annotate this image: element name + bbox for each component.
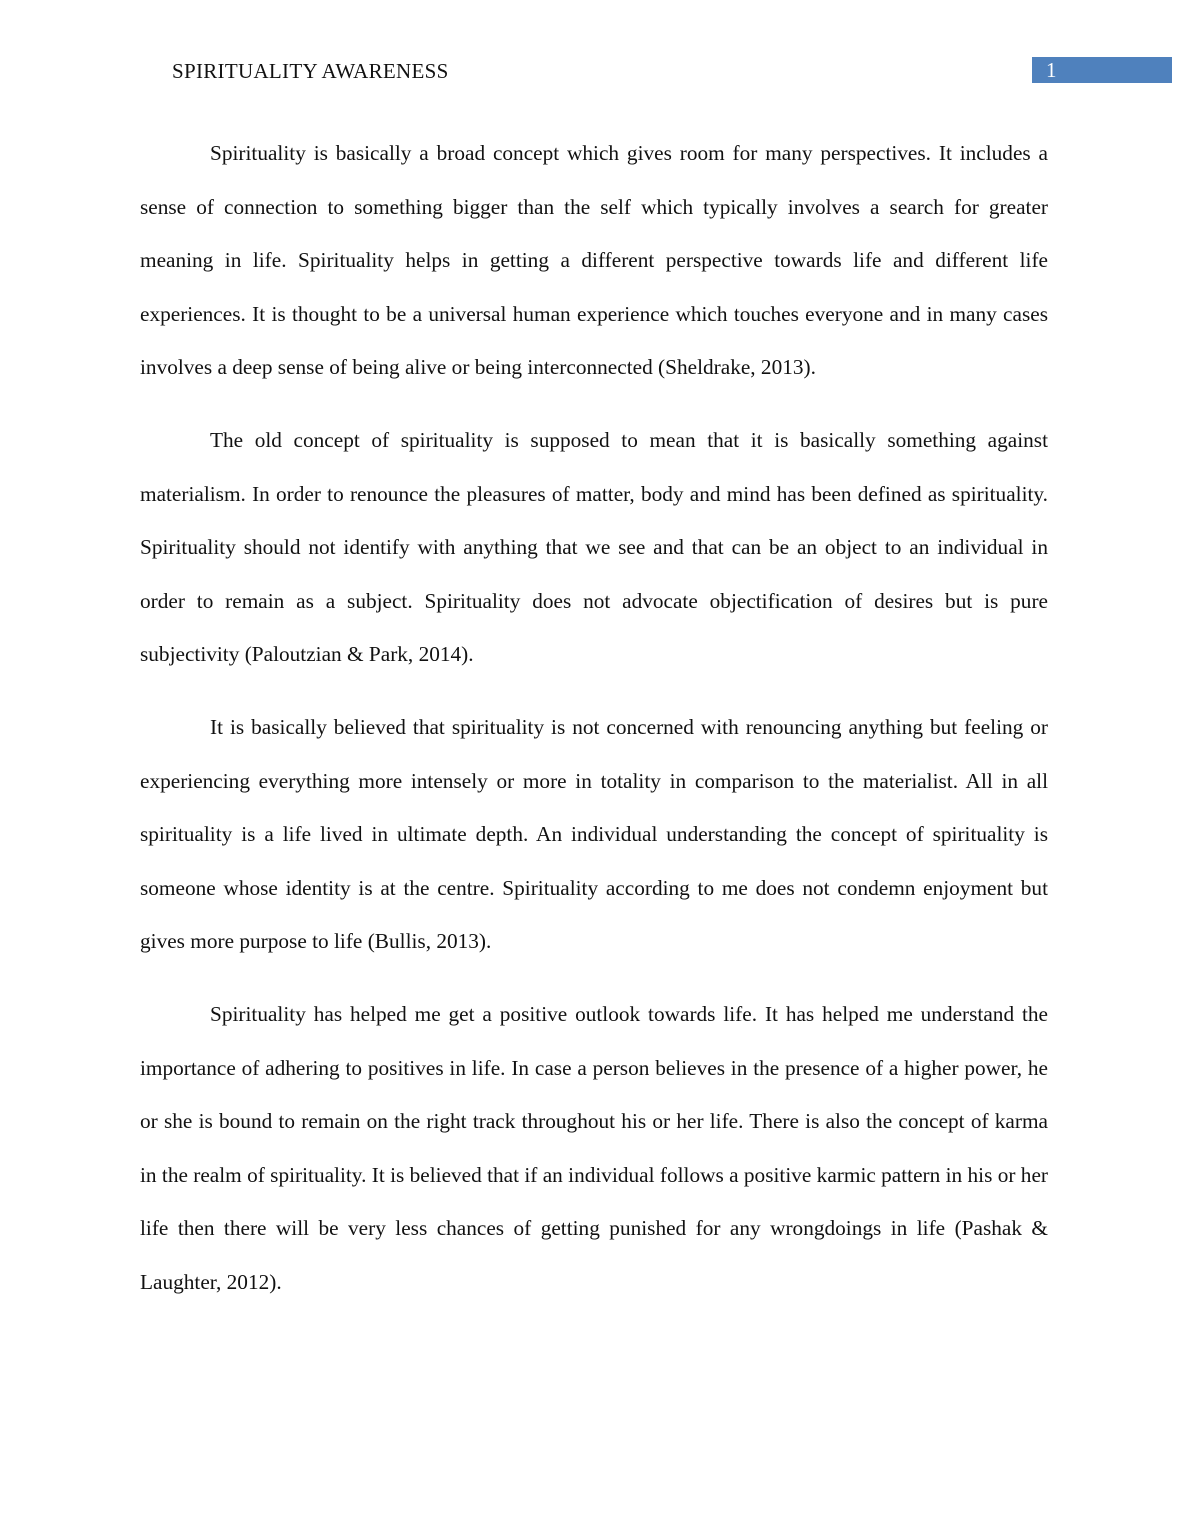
paragraph-2: The old concept of spirituality is supposed to mean that it is basically something against materialism. In order to renounce the pleasures of matter, body and mind has been defined as spirituality. Spirituality should not identify with anything that we see and that can be an object to an individual in order to remain as a subject. Spirituality does not advocate objectification of desires but is pure subjectivity (Paloutzian & Park, 2014). [140, 427, 1048, 667]
body-text [140, 127, 1048, 1328]
paragraph-4: Spirituality has helped me get a positive outlook towards life. It has helped me understand the importance of adhering to positives in life. In case a person believes in the presence of a higher power, he or she is bound to remain on the right track throughout his or her life. There is also the concept of karma in the realm of spirituality. It is believed that if an individual follows a positive karmic pattern in his or her life then there will be very less chances of getting punished for any wrongdoings in life (Pashak & Laughter, 2012). [140, 1001, 1048, 1294]
paragraph-3: It is basically believed that spirituality is not concerned with renouncing anything but feeling or experiencing everything more intensely or more in totality in comparison to the materialist. All in all spirituality is a life lived in ultimate depth. An individual understanding the concept of spirituality is someone whose identity is at the centre. Spirituality according to me does not condemn enjoyment but gives more purpose to life (Bullis, 2013). [140, 714, 1048, 954]
page-number: 1 [1046, 58, 1057, 82]
paragraph-1: Spirituality is basically a broad concept which gives room for many perspectives. It includes a sense of connection to something bigger than the self which typically involves a search for greater meaning in life. Spirituality helps in getting a different perspective towards life and different life experiences. It is thought to be a universal human experience which touches everyone and in many cases involves a deep sense of being alive or being interconnected (Sheldrake, 2013). [140, 141, 1048, 380]
running-head: SPIRITUALITY AWARENESS [172, 59, 449, 83]
page-number-box [1032, 57, 1172, 83]
